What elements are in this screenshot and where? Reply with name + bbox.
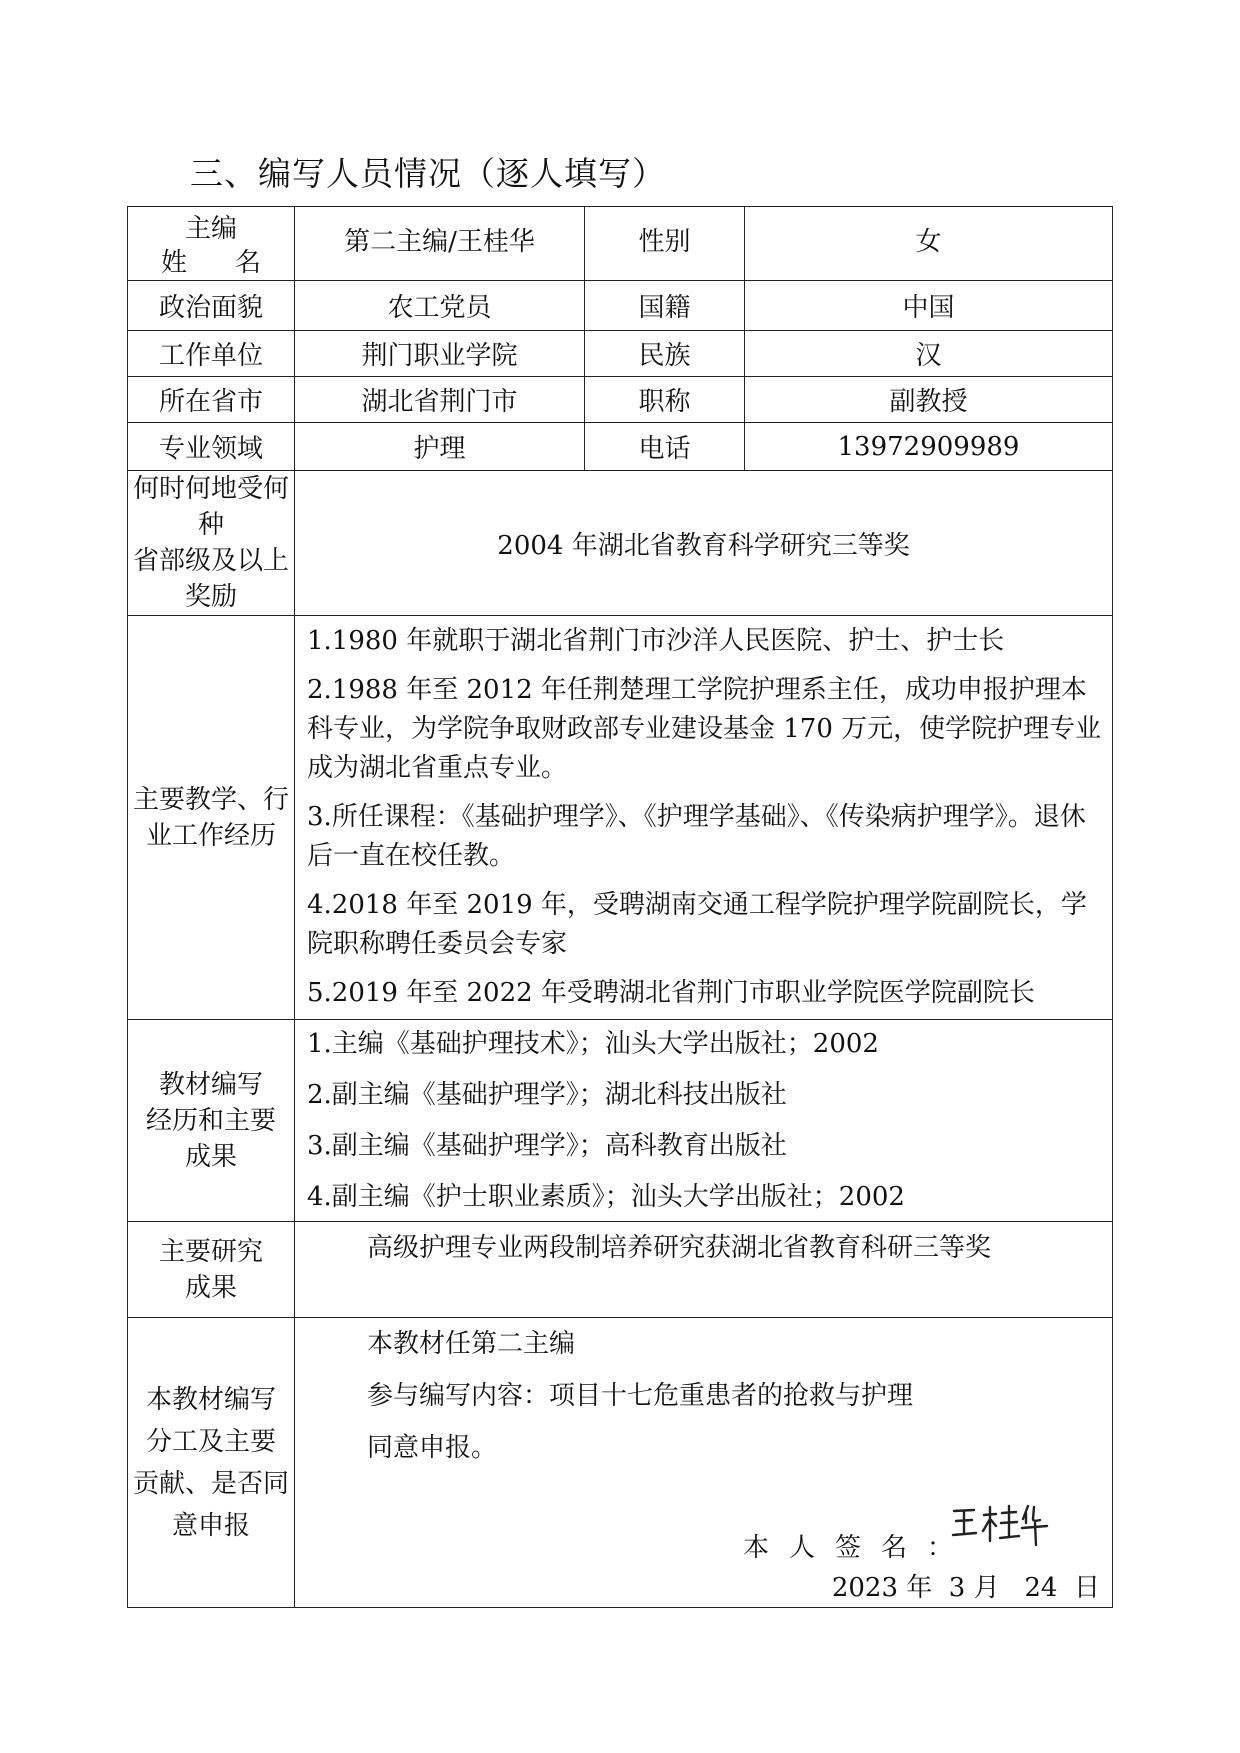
sign-date: 2023 年 3 月 24 日 [831,1573,1100,1603]
ethnicity-value: 汉 [745,331,1113,377]
row-research [128,1222,1113,1318]
textbook-item: 2.副主编《基础护理学》；湖北科技出版社 [307,1080,787,1110]
city-value: 湖北省荆门市 [295,377,585,423]
name-value: 第二主编/王桂华 [295,207,585,281]
nationality-label: 国籍 [585,281,745,331]
research-label-cell [128,1222,295,1318]
title-label: 职称 [585,377,745,423]
row-textbooks [128,1020,1113,1222]
row-experience [128,616,1113,1020]
row-name [128,207,1113,281]
experience-label-line1: 主要教学、行 [132,784,289,815]
row-field [128,423,1113,471]
textbooks-label-line3: 成果 [184,1141,237,1172]
assignment-line: 本教材任第二主编 [367,1329,576,1359]
textbook-item: 3.副主编《基础护理学》；高科教育出版社 [307,1131,787,1161]
experience-item: 3.所任课程：《基础护理学》、《护理学基础》、《传染病护理学》。退休后一直在校任教。 [307,802,1086,871]
name-label-line1: 主编 [184,213,237,244]
name-label-cell [128,207,295,281]
textbooks-label-cell [128,1020,295,1222]
experience-list [295,616,1113,1020]
handwritten-signature [950,1501,1050,1547]
experience-item: 5.2019 年至 2022 年受聘湖北省荆门市职业学院医学院副院长 [307,978,1035,1008]
experience-label-line2: 业工作经历 [145,820,276,851]
assignment-label-line1: 本教材编写 [145,1384,276,1415]
experience-item: 1.1980 年就职于湖北省荆门市沙洋人民医院、护士、护士长 [307,626,1005,656]
ethnicity-label: 民族 [585,331,745,377]
textbook-item: 1.主编《基础护理技术》；汕头大学出版社；2002 [307,1029,879,1059]
experience-item: 4.2018 年至 2019 年，受聘湖南交通工程学院护理学院副院长，学院职称聘任委员会专家 [307,890,1087,959]
awards-label-line2: 省部级及以上奖励 [132,546,289,612]
assignment-label-line3: 贡献、是否同 [132,1468,289,1499]
nationality-value: 中国 [745,281,1113,331]
workplace-label: 工作单位 [128,331,295,377]
assignment-content [295,1318,1113,1608]
row-politics [128,281,1113,331]
name-label-a: 姓 [160,247,235,278]
field-label: 专业领域 [128,423,295,471]
experience-label-cell [128,616,295,1020]
research-label-line2: 成果 [184,1272,237,1303]
row-workplace [128,331,1113,377]
textbooks-label-line1: 教材编写 [158,1069,263,1100]
phone-label: 电话 [585,423,745,471]
textbooks-label-line2: 经历和主要 [145,1105,276,1136]
research-value: 高级护理专业两段制培养研究获湖北省教育科研三等奖 [295,1222,1113,1318]
experience-item: 2.1988 年至 2012 年任荆楚理工学院护理系主任，成功申报护理本科专业，为学院争取财政部专业建设基金 170 万元，使学院护理专业成为湖北省重点专业。 [307,675,1102,783]
assignment-line: 同意申报。 [367,1433,498,1463]
research-label-line1: 主要研究 [158,1236,263,1267]
politics-value: 农工党员 [295,281,585,331]
politics-label: 政治面貌 [128,281,295,331]
section-heading: 三、编写人员情况（逐人填写） [190,154,666,193]
assignment-line: 参与编写内容：项目十七危重患者的抢救与护理 [367,1381,914,1411]
assignment-label-line4: 意申报 [171,1510,250,1541]
gender-label: 性别 [585,207,745,281]
gender-value: 女 [745,207,1113,281]
personnel-info-table [127,206,1113,1608]
awards-label-line1: 何时何地受何种 [132,474,289,540]
workplace-value: 荆门职业学院 [295,331,585,377]
row-city [128,377,1113,423]
field-value: 护理 [295,423,585,471]
name-label-line2 [128,246,294,280]
assignment-lines [295,1318,1112,1468]
awards-label-cell [128,471,295,616]
textbooks-list [295,1020,1113,1222]
awards-value: 2004 年湖北省教育科学研究三等奖 [295,471,1113,616]
name-label-b: 名 [235,247,262,278]
assignment-label-line2: 分工及主要 [145,1426,276,1457]
textbook-item: 4.副主编《护士职业素质》；汕头大学出版社；2002 [307,1182,905,1212]
phone-value: 13972909989 [745,423,1113,471]
title-value: 副教授 [745,377,1113,423]
signature-label: 本人签名： [743,1533,974,1563]
city-label: 所在省市 [128,377,295,423]
row-awards [128,471,1113,616]
assignment-label-cell [128,1318,295,1608]
row-assignment [128,1318,1113,1608]
